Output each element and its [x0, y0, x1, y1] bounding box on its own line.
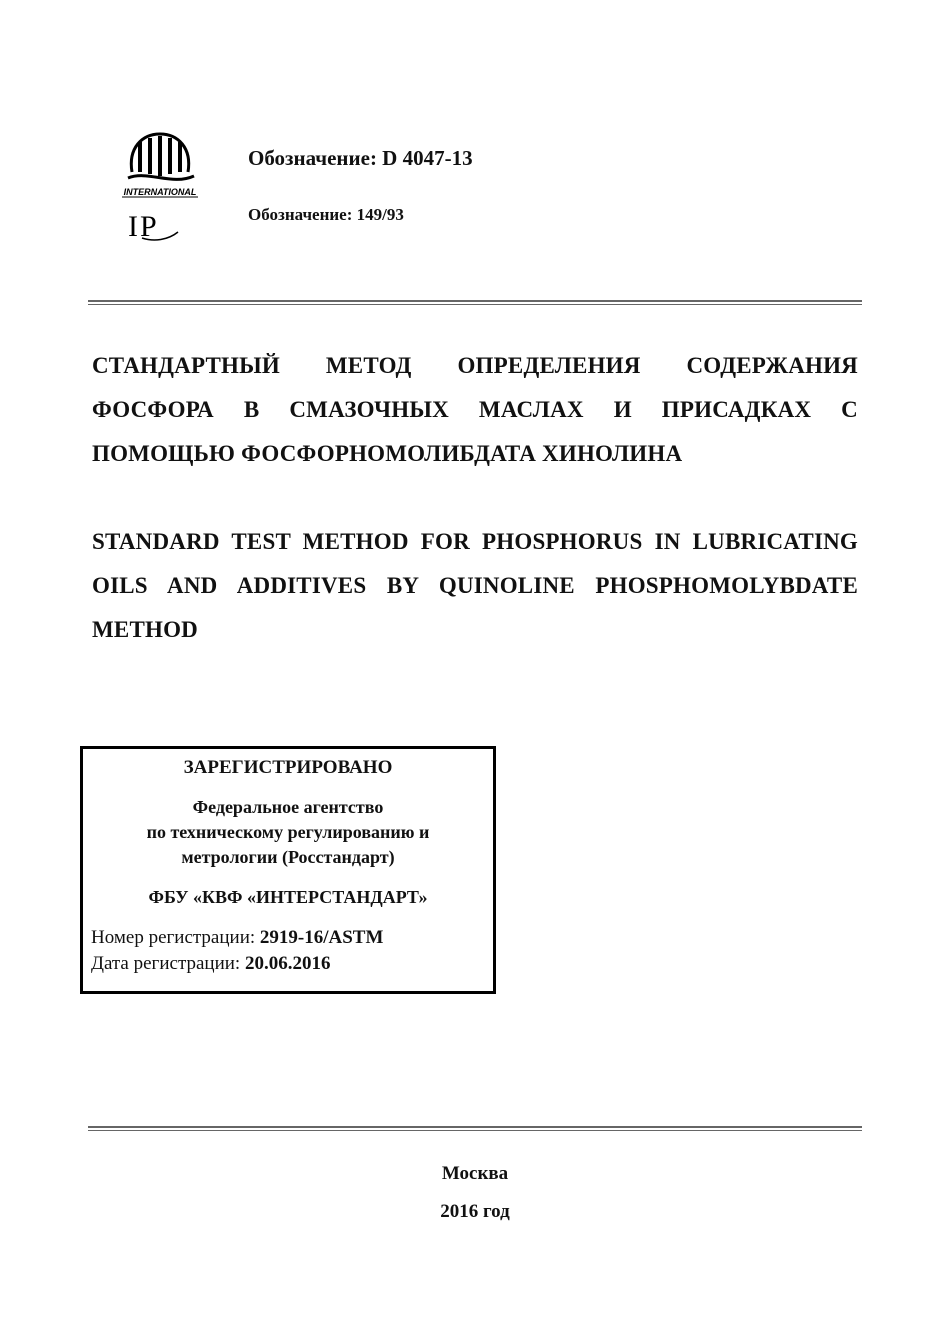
registration-number-label: Номер регистрации:	[91, 927, 260, 948]
registration-number	[91, 927, 383, 949]
registration-date-value: 20.06.2016	[244, 953, 331, 974]
registration-date-label: Дата регистрации:	[91, 953, 245, 974]
title-russian: СТАНДАРТНЫЙ МЕТОД ОПРЕДЕЛЕНИЯ СОДЕРЖАНИЯ ФОСФОРА В СМАЗОЧНЫХ МАСЛАХ И ПРИСАДКАХ С ПОМОЩЬЮ ФОСФОРНОМОЛИБДАТА ХИНОЛИНА	[92, 353, 858, 466]
footer-city: Москва	[441, 1163, 509, 1184]
svg-text:I: I	[128, 210, 138, 242]
registration-date	[91, 953, 330, 975]
svg-text:P: P	[140, 210, 157, 242]
astm-logo	[118, 128, 202, 200]
bottom-divider	[88, 1126, 862, 1131]
ip-logo	[124, 206, 184, 242]
agency-line-3: метрологии (Росстандарт)	[181, 847, 395, 867]
registration-agency	[83, 795, 493, 870]
title-english: STANDARD TEST METHOD FOR PHOSPHORUS IN LUBRICATING OILS AND ADDITIVES BY QUINOLINE PHOSPHOMOLYBDATE METHOD	[92, 529, 858, 642]
top-divider	[88, 300, 862, 305]
registration-fbu: ФБУ «КВФ «ИНТЕРСТАНДАРТ»	[148, 887, 428, 907]
agency-line-1: Федеральное агентство	[192, 797, 384, 817]
agency-line-2: по техническому регулированию и	[146, 822, 430, 842]
registration-number-value: 2919-16/ASTM	[259, 927, 384, 948]
astm-logo-subtext: INTERNATIONAL	[123, 187, 197, 197]
footer-year: 2016 год	[440, 1201, 510, 1222]
designation-ip: Обозначение: 149/93	[248, 205, 404, 224]
registration-heading: ЗАРЕГИСТРИРОВАНО	[183, 757, 393, 778]
registration-box	[80, 746, 496, 994]
designation-main: Обозначение: D 4047-13	[248, 146, 473, 170]
